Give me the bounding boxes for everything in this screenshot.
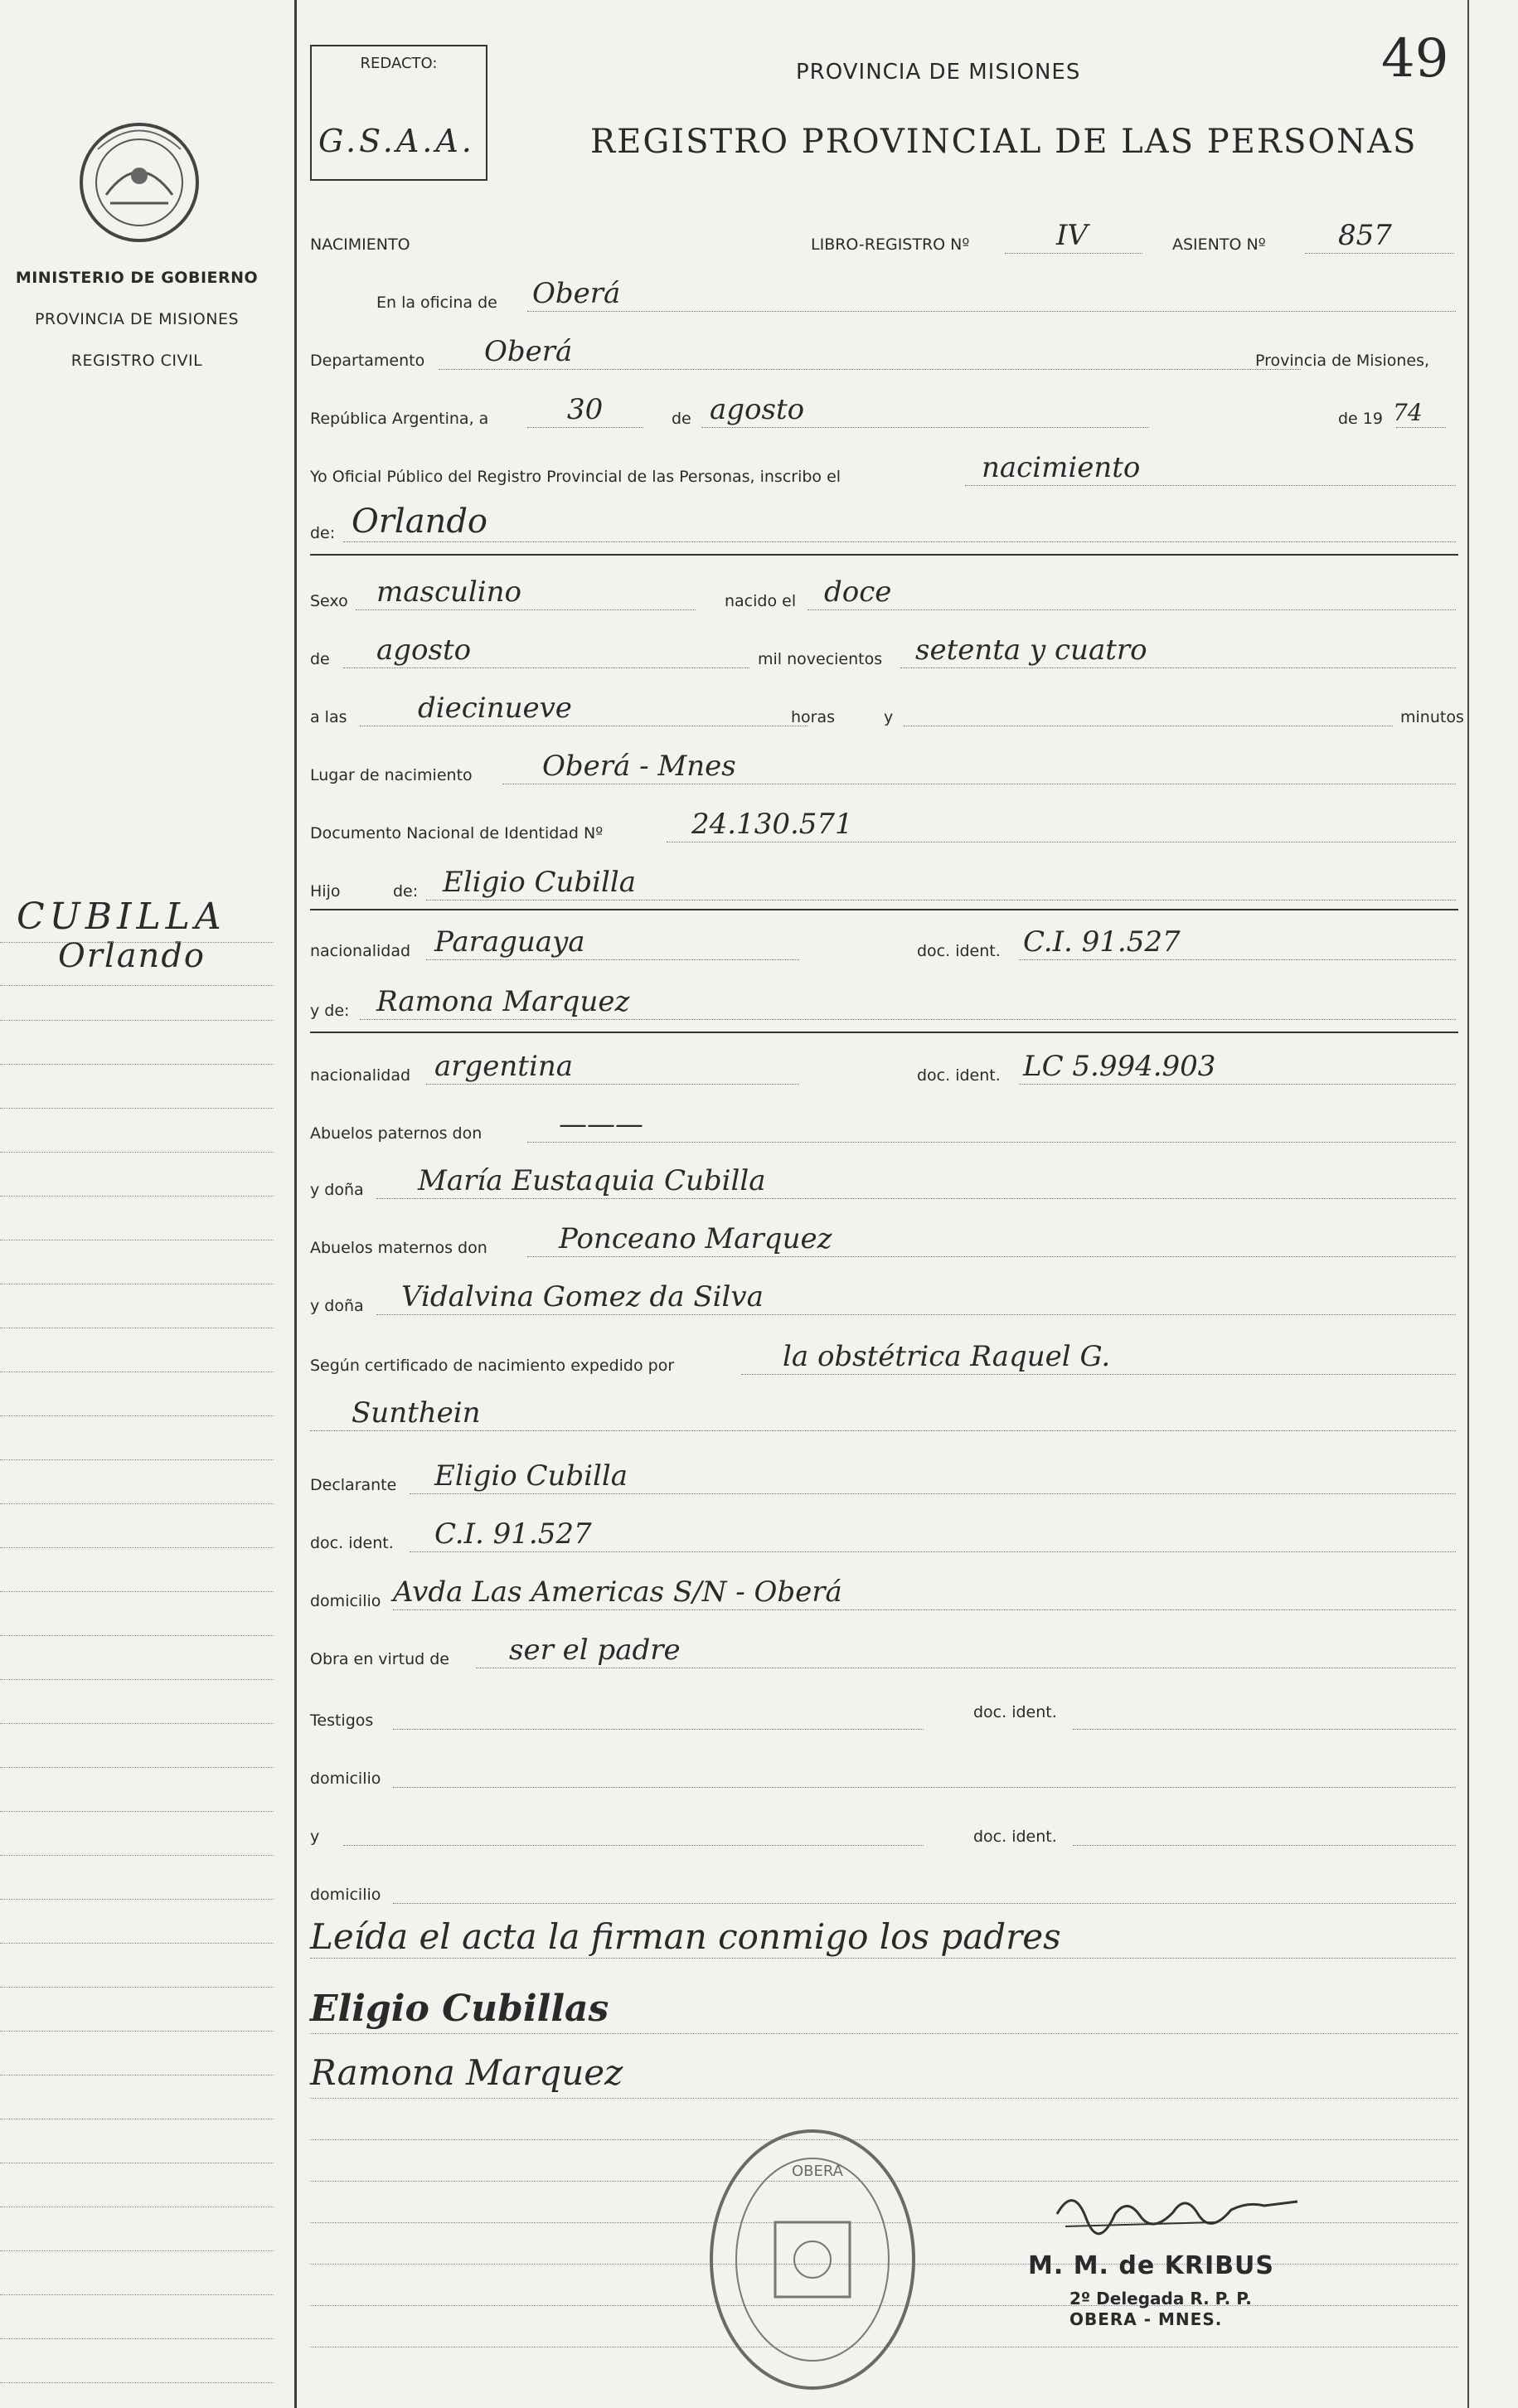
paternal-grand-value: ——— [559, 1108, 643, 1141]
year-value: 74 [1393, 399, 1423, 426]
witness-dots [393, 1729, 924, 1730]
row-department [310, 332, 1458, 373]
certificate-dots [741, 1374, 1456, 1375]
margin-surname: CUBILLA [17, 896, 226, 938]
of-dots [343, 541, 1456, 542]
row-dni [310, 804, 1458, 846]
margin-line [0, 1064, 274, 1065]
nationality-label: nacionalidad [310, 942, 411, 960]
row-witness [310, 1692, 1458, 1733]
entry-label: ASIENTO Nº [1172, 235, 1266, 254]
witness-address-dots [393, 1787, 1456, 1788]
margin-line [0, 2250, 274, 2251]
born-value: doce [824, 575, 892, 609]
thousand-label: mil novecientos [758, 650, 883, 668]
doc-label: doc. ident. [917, 1066, 1001, 1085]
address-dots [393, 1609, 1456, 1610]
dni-label: Documento Nacional de Identidad Nº [310, 824, 604, 842]
declarant-doc: C.I. 91.527 [434, 1517, 592, 1551]
doc-label: doc. ident. [917, 942, 1001, 960]
doc-label: doc. ident. [973, 1828, 1057, 1846]
section-rule [310, 909, 1458, 910]
official-stamp-icon [705, 2123, 920, 2396]
certificate-cont-dots [310, 1430, 1456, 1431]
right-border [1467, 0, 1469, 2408]
section-rule [310, 1032, 1458, 1033]
republic-label: República Argentina, a [310, 410, 489, 428]
row-maternal-grandmother [310, 1277, 1458, 1318]
row-of [310, 504, 1458, 546]
margin-line [0, 1855, 274, 1856]
born-dots [807, 609, 1456, 610]
father-nationality: Paraguaya [434, 925, 585, 959]
mother-dots [360, 1019, 1456, 1020]
row-birth-date [310, 630, 1458, 672]
margin-line [0, 1635, 274, 1636]
row-father [310, 862, 1458, 904]
row-paternal-grandfather [310, 1104, 1458, 1146]
row-certificate-cont [310, 1393, 1458, 1435]
margin-line [0, 1547, 274, 1548]
witness2-address-dots [393, 1903, 1456, 1904]
certificate-label: Según certificado de nacimiento expedido por [310, 1357, 675, 1375]
row-certificate [310, 1337, 1458, 1378]
row-declarant [310, 1456, 1458, 1498]
margin-line [0, 2382, 274, 2383]
of-label: de: [310, 524, 336, 542]
margin-line [0, 2294, 274, 2295]
day-value: 30 [567, 393, 604, 426]
maternal-gm-dots [376, 1314, 1456, 1315]
address-label: domicilio [310, 1886, 381, 1904]
place-label: Lugar de nacimiento [310, 766, 473, 784]
sex-value: masculino [376, 575, 522, 609]
y-label: y [310, 1828, 320, 1846]
row-witness-address [310, 1750, 1458, 1791]
born-de-label: de [310, 650, 330, 668]
maternal-grandmother: Vidalvina Gomez da Silva [401, 1280, 764, 1313]
blank-line [310, 2098, 1458, 2099]
declarant-value: Eligio Cubilla [434, 1459, 628, 1493]
margin-line [0, 1811, 274, 1812]
father-signature: Eligio Cubillas [310, 1988, 609, 2030]
declarant-doc-dots [410, 1551, 1456, 1552]
paternal-grand-dots [527, 1142, 1456, 1143]
father-value: Eligio Cubilla [443, 866, 637, 899]
father-nat-dots [426, 959, 799, 960]
margin-line [0, 1943, 274, 1944]
address-label: domicilio [310, 1592, 381, 1610]
registry-title: REGISTRO PROVINCIAL DE LAS PERSONAS [590, 123, 1418, 161]
paternal-gm-dots [376, 1198, 1456, 1199]
declarant-label: Declarante [310, 1476, 397, 1494]
department-label: Departamento [310, 352, 425, 370]
father-doc: C.I. 91.527 [1023, 925, 1181, 959]
witness-label: Testigos [310, 1711, 374, 1730]
row-sex [310, 572, 1458, 614]
witness-doc-dots [1073, 1729, 1456, 1730]
paternal-grand-label: Abuelos paternos don [310, 1124, 483, 1143]
official-value: nacimiento [982, 451, 1141, 484]
child-de-label: de: [393, 882, 419, 901]
child-label: Hijo [310, 882, 341, 901]
row-paternal-grandmother [310, 1161, 1458, 1202]
hours-label: horas [791, 708, 836, 726]
born-label: nacido el [725, 592, 797, 610]
nationality-label: nacionalidad [310, 1066, 411, 1085]
and-label: y [884, 708, 894, 726]
province-seal-icon [73, 116, 206, 249]
entry-value: 857 [1338, 219, 1392, 252]
redacto-box [310, 45, 487, 181]
official-signature-scribble [1049, 2181, 1314, 2239]
official-name: M. M. de KRIBUS [1028, 2251, 1274, 2280]
mother-label: y de: [310, 1002, 350, 1020]
mother-signature: Ramona Marquez [310, 2052, 623, 2093]
office-label: En la oficina de [376, 294, 497, 312]
margin-line [0, 1415, 274, 1416]
margin-line [0, 1899, 274, 1900]
row-record-header [310, 216, 1458, 257]
row-mother-signature [310, 2040, 1458, 2098]
minutes-label: minutos [1400, 708, 1464, 726]
redacto-value: G.S.A.A. [318, 123, 475, 159]
official-dots [965, 485, 1456, 486]
row-address [310, 1572, 1458, 1614]
certificate-value-2: Sunthein [352, 1396, 481, 1430]
doc-label: doc. ident. [973, 1703, 1057, 1721]
row-maternal-grandfather [310, 1219, 1458, 1260]
row-capacity [310, 1630, 1458, 1672]
office-dots [527, 311, 1456, 312]
department-value: Oberá [484, 335, 573, 368]
year-dots [1396, 427, 1446, 428]
de-label: de [672, 410, 691, 428]
margin-line [0, 1108, 274, 1109]
entry-dots [1305, 253, 1454, 254]
maternal-grand-value: Ponceano Marquez [559, 1222, 832, 1255]
of-value: Orlando [352, 502, 488, 541]
margin-given-name: Orlando [58, 937, 206, 975]
row-office [310, 274, 1458, 315]
redacto-label: REDACTO: [360, 55, 438, 72]
capacity-value: ser el padre [509, 1634, 681, 1667]
margin-line [0, 1591, 274, 1592]
margin-line [0, 2338, 274, 2339]
row-place [310, 746, 1458, 788]
margin-line [0, 1152, 274, 1153]
registry-label: REGISTRO CIVIL [70, 352, 203, 370]
margin-line [0, 1679, 274, 1680]
year-prefix: de 19 [1338, 410, 1383, 428]
witness2-doc-dots [1073, 1845, 1456, 1846]
margin-line [0, 1767, 274, 1768]
margin-line [0, 1196, 274, 1197]
book-label: LIBRO-REGISTRO Nº [811, 235, 970, 254]
sex-dots [356, 609, 696, 610]
born-month-value: agosto [376, 634, 472, 667]
margin-line [0, 985, 274, 986]
doc-label: doc. ident. [310, 1534, 394, 1552]
row-father-signature [310, 1977, 1458, 2035]
official-city: OBERA - MNES. [1069, 2309, 1223, 2329]
address-value: Avda Las Americas S/N - Oberá [393, 1575, 842, 1609]
mother-doc-dots [1019, 1084, 1456, 1085]
mother-value: Ramona Marquez [376, 985, 630, 1018]
row-official [310, 448, 1458, 489]
book-dots [1005, 253, 1142, 254]
page-number: 49 [1381, 28, 1449, 90]
thousand-value: setenta y cuatro [915, 634, 1147, 667]
province-label: PROVINCIA DE MISIONES [34, 310, 240, 328]
at-label: a las [310, 708, 347, 726]
row-witness-2 [310, 1808, 1458, 1849]
sex-label: Sexo [310, 592, 348, 610]
margin-line [0, 1020, 274, 1021]
month-dots [701, 427, 1149, 428]
row-mother-nationality [310, 1046, 1458, 1088]
margin-line [0, 942, 274, 943]
margin-line [0, 1987, 274, 1988]
month-value: agosto [710, 393, 805, 426]
margin-line [0, 1459, 274, 1460]
margin-line [0, 1503, 274, 1504]
book-value: IV [1056, 219, 1088, 252]
row-declarant-doc [310, 1514, 1458, 1556]
hour-value: diecinueve [418, 692, 572, 725]
row-time [310, 688, 1464, 730]
stamp-city: OBERA [792, 2163, 843, 2180]
province-title: PROVINCIA DE MISIONES [796, 60, 1081, 85]
mother-doc: LC 5.994.903 [1023, 1050, 1216, 1083]
row-closing [310, 1916, 1458, 1962]
record-type-label: NACIMIENTO [310, 235, 410, 254]
row-witness2-address [310, 1866, 1458, 1907]
paternal-grandmother: María Eustaquia Cubilla [418, 1164, 766, 1197]
row-date [310, 390, 1458, 431]
place-value: Oberá - Mnes [542, 750, 736, 783]
certificate-value: la obstétrica Raquel G. [783, 1340, 1111, 1373]
margin-line [0, 1723, 274, 1724]
official-title: 2º Delegada R. P. P. [1069, 2289, 1252, 2308]
dona-label: y doña [310, 1297, 364, 1315]
margin-line [0, 2031, 274, 2032]
department-dots [439, 369, 1301, 370]
witness2-dots [343, 1845, 924, 1846]
declarant-dots [410, 1493, 1456, 1494]
ministry-label: MINISTERIO DE GOBIERNO [15, 269, 259, 287]
dni-value: 24.130.571 [691, 808, 853, 841]
margin-column [0, 0, 294, 2408]
row-mother [310, 982, 1458, 1023]
official-label: Yo Oficial Público del Registro Provincial de las Personas, inscribo el [310, 468, 841, 486]
row-father-nationality [310, 922, 1458, 964]
office-value: Oberá [532, 277, 621, 310]
closing-dots [310, 1958, 1456, 1959]
mother-nationality: argentina [434, 1050, 574, 1083]
maternal-grand-dots [527, 1256, 1456, 1257]
father-dots [426, 900, 1456, 901]
father-doc-dots [1019, 959, 1456, 960]
day-dots [527, 427, 643, 428]
dona-label: y doña [310, 1181, 364, 1199]
section-rule [310, 554, 1458, 556]
mother-nat-dots [426, 1084, 799, 1085]
closing-text: Leída el acta la firman conmigo los padres [310, 1916, 1061, 1957]
province-suffix: Provincia de Misiones, [1255, 352, 1430, 370]
margin-divider [294, 0, 297, 2408]
capacity-label: Obra en virtud de [310, 1650, 449, 1668]
blank-line [310, 2033, 1458, 2034]
margin-line [0, 1371, 274, 1372]
maternal-grand-label: Abuelos maternos don [310, 1239, 487, 1257]
address-label: domicilio [310, 1770, 381, 1788]
